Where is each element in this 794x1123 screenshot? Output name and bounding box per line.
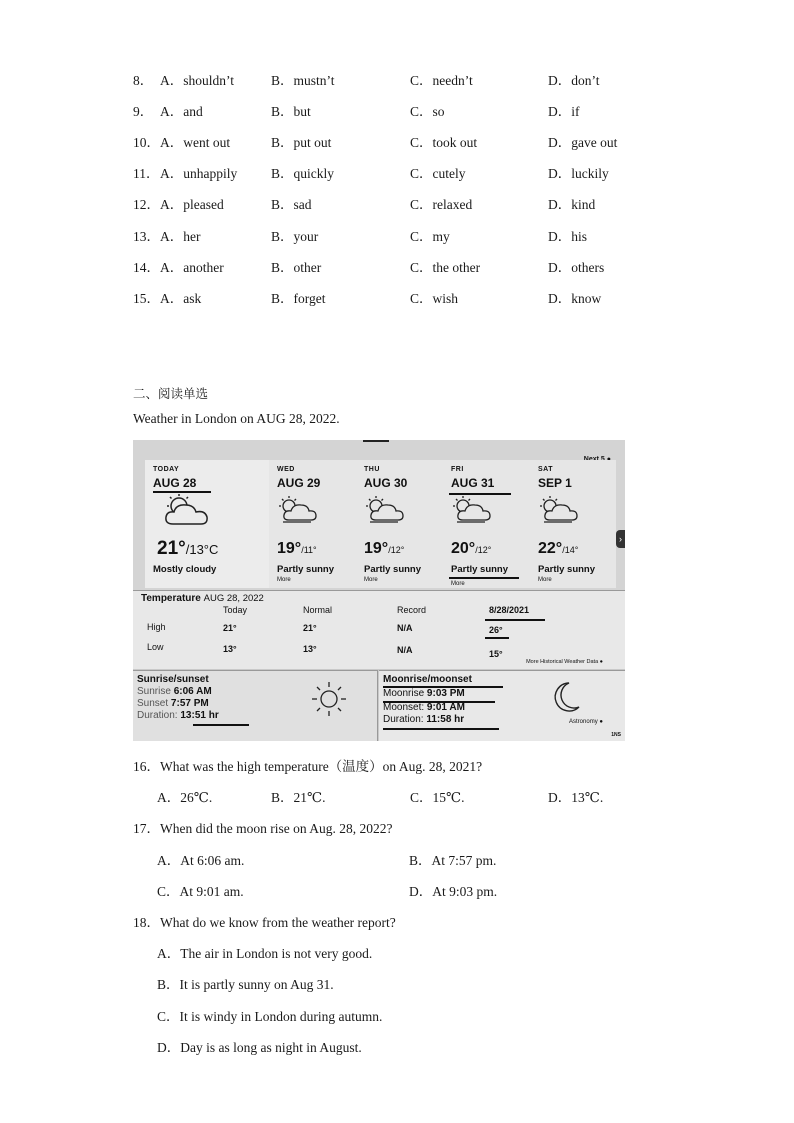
sun-duration-label: Duration: bbox=[137, 710, 178, 721]
day-name: TODAY bbox=[153, 466, 180, 473]
moon-duration-label: Duration: bbox=[383, 714, 424, 725]
more-history-label: More Historical Weather Data bbox=[526, 659, 599, 665]
option-c: C．wish bbox=[410, 291, 459, 306]
question-number: 14． bbox=[133, 260, 160, 275]
day-name: FRI bbox=[451, 466, 464, 473]
option-a: A．her bbox=[160, 229, 201, 244]
q16-option-b: B．21℃. bbox=[271, 790, 326, 805]
col-record: Record bbox=[397, 605, 427, 615]
option-c: C．the other bbox=[410, 260, 481, 275]
option-d: D．luckily bbox=[548, 166, 609, 181]
day-temperature bbox=[538, 540, 578, 558]
temp-title-label: Temperature bbox=[141, 593, 201, 604]
sun-title: Sunrise/sunset bbox=[137, 674, 209, 685]
option-a: A．went out bbox=[160, 135, 231, 150]
day-date: AUG 31 bbox=[451, 476, 495, 490]
partly-sunny-icon bbox=[275, 494, 321, 527]
option-a: A．and bbox=[160, 104, 203, 119]
day-date: AUG 28 bbox=[153, 476, 197, 490]
option-row-14 bbox=[0, 256, 794, 274]
option-a: A．another bbox=[160, 260, 224, 275]
col-today: Today bbox=[223, 605, 248, 615]
q17-option-b: B．At 7:57 pm. bbox=[409, 853, 497, 868]
question-16: 16．What was the high temperature（温度）on Aug. 28, 2021? bbox=[133, 759, 483, 774]
day-date: SEP 1 bbox=[538, 476, 572, 490]
sun-duration-line bbox=[137, 710, 219, 721]
day-high: 22° bbox=[538, 540, 563, 557]
temperature-title bbox=[141, 593, 264, 604]
col-last-year: 8/28/2021 bbox=[489, 605, 530, 615]
option-row-13 bbox=[0, 225, 794, 243]
day-low: /13°C bbox=[185, 542, 219, 557]
info-icon: ● bbox=[599, 719, 603, 725]
more-link[interactable]: More bbox=[364, 577, 378, 583]
sunset-label: Sunset bbox=[137, 698, 169, 709]
question-number: 15． bbox=[133, 291, 160, 306]
day-name: SAT bbox=[538, 466, 553, 473]
q18-option-c: C．It is windy in London during autumn. bbox=[157, 1009, 383, 1024]
option-a: A．ask bbox=[160, 291, 202, 306]
corner-mark: 1NS bbox=[611, 732, 621, 738]
option-d: D．gave out bbox=[548, 135, 618, 150]
more-history-link[interactable] bbox=[526, 659, 603, 665]
partly-sunny-icon bbox=[362, 494, 408, 527]
day-low: /12° bbox=[388, 545, 405, 555]
moonset-line bbox=[383, 702, 465, 713]
option-d: D．others bbox=[548, 260, 605, 275]
high-last-year: 26° bbox=[489, 625, 503, 635]
option-d: D．know bbox=[548, 291, 602, 306]
day-temperature bbox=[451, 540, 491, 558]
sun-duration-value: 13:51 hr bbox=[180, 710, 219, 721]
q16-option-c: C．15℃. bbox=[410, 790, 465, 805]
moonrise-panel bbox=[379, 670, 625, 741]
chevron-right-icon[interactable]: › bbox=[616, 530, 625, 548]
sunrise-value: 6:06 AM bbox=[173, 686, 212, 697]
q16-option-d: D．13℃. bbox=[548, 790, 604, 805]
option-b: B．put out bbox=[271, 135, 332, 150]
more-link[interactable]: More bbox=[277, 577, 291, 583]
moonrise-label: Moonrise bbox=[383, 688, 425, 699]
temp-title-date: AUG 28, 2022 bbox=[203, 593, 264, 604]
pen-underline bbox=[485, 619, 545, 621]
moonrise-line bbox=[383, 688, 465, 699]
row-high-label: High bbox=[147, 622, 166, 632]
day-high: 19° bbox=[364, 540, 389, 557]
option-d: D．don’t bbox=[548, 73, 600, 88]
day-condition: Partly sunny bbox=[364, 564, 422, 575]
option-a: A．shouldn’t bbox=[160, 73, 235, 88]
sunrise-line bbox=[137, 686, 212, 697]
question-number: 8． bbox=[133, 73, 154, 88]
option-row-12 bbox=[0, 193, 794, 211]
day-condition: Partly sunny bbox=[277, 564, 335, 575]
pen-underline bbox=[485, 637, 509, 639]
option-a: A．unhappily bbox=[160, 166, 238, 181]
question-number: 13． bbox=[133, 229, 160, 244]
crescent-moon-icon bbox=[551, 681, 581, 716]
moon-duration-value: 11:58 hr bbox=[426, 714, 465, 725]
scan-mark bbox=[363, 440, 389, 442]
day-temperature bbox=[157, 538, 218, 560]
q16-option-a: A．26℃. bbox=[157, 790, 213, 805]
question-17: 17．When did the moon rise on Aug. 28, 2022? bbox=[133, 821, 393, 836]
day-low: /12° bbox=[475, 545, 492, 555]
moon-duration-line bbox=[383, 714, 464, 725]
day-card-fri[interactable] bbox=[443, 460, 531, 588]
question-18: 18．What do we know from the weather report? bbox=[133, 915, 396, 930]
col-normal: Normal bbox=[303, 605, 333, 615]
day-date: AUG 30 bbox=[364, 476, 408, 490]
question-number: 10． bbox=[133, 135, 160, 150]
option-d: D．kind bbox=[548, 197, 596, 212]
option-c: C．my bbox=[410, 229, 450, 244]
q18-option-a: A．The air in London is not very good. bbox=[157, 946, 373, 961]
pen-underline bbox=[193, 724, 249, 726]
row-low-label: Low bbox=[147, 642, 164, 652]
option-row-10 bbox=[0, 131, 794, 149]
day-high: 19° bbox=[277, 540, 302, 557]
day-temperature bbox=[277, 540, 317, 558]
day-condition: Mostly cloudy bbox=[153, 564, 217, 575]
day-low: /11° bbox=[301, 545, 317, 555]
sunrise-panel bbox=[133, 670, 378, 741]
more-link[interactable]: More bbox=[451, 581, 465, 587]
question-number: 11． bbox=[133, 166, 160, 181]
q17-option-a: A．At 6:06 am. bbox=[157, 853, 245, 868]
q18-option-b: B．It is partly sunny on Aug 31. bbox=[157, 977, 334, 992]
option-b: B．mustn’t bbox=[271, 73, 335, 88]
q18-option-d: D．Day is as long as night in August. bbox=[157, 1040, 362, 1055]
option-row-15 bbox=[0, 287, 794, 305]
more-link[interactable]: More bbox=[538, 577, 552, 583]
option-c: C．took out bbox=[410, 135, 478, 150]
sunset-line bbox=[137, 698, 209, 709]
option-d: D．his bbox=[548, 229, 588, 244]
low-normal: 13° bbox=[303, 644, 317, 654]
day-low: /14° bbox=[562, 545, 579, 555]
option-b: B．sad bbox=[271, 197, 312, 212]
pen-underline bbox=[153, 491, 211, 493]
day-name: THU bbox=[364, 466, 380, 473]
high-record: N/A bbox=[397, 623, 413, 633]
day-card-sat[interactable] bbox=[530, 460, 616, 588]
moon-title: Moonrise/moonset bbox=[383, 674, 472, 685]
forecast-strip bbox=[133, 440, 625, 590]
day-high: 20° bbox=[451, 540, 476, 557]
option-a: A．pleased bbox=[160, 197, 224, 212]
astronomy-label: Astronomy bbox=[569, 719, 598, 725]
high-normal: 21° bbox=[303, 623, 317, 633]
option-c: C．needn’t bbox=[410, 73, 473, 88]
moonrise-value: 9:03 PM bbox=[426, 688, 465, 699]
question-number: 12． bbox=[133, 197, 160, 212]
option-b: B．quickly bbox=[271, 166, 334, 181]
option-row-9 bbox=[0, 100, 794, 118]
partly-sunny-icon bbox=[536, 494, 582, 527]
day-card-today[interactable] bbox=[145, 460, 270, 588]
moonset-value: 9:01 AM bbox=[426, 702, 465, 713]
high-today: 21° bbox=[223, 623, 237, 633]
sunset-value: 7:57 PM bbox=[170, 698, 209, 709]
option-row-8 bbox=[0, 69, 794, 87]
day-card-wed[interactable] bbox=[269, 460, 357, 588]
day-temperature bbox=[364, 540, 404, 558]
option-b: B．other bbox=[271, 260, 322, 275]
question-number: 9． bbox=[133, 104, 154, 119]
partly-sunny-icon bbox=[449, 494, 495, 527]
low-today: 13° bbox=[223, 644, 237, 654]
moonset-label: Moonset: bbox=[383, 702, 425, 713]
section-title: 二、阅读单选 bbox=[133, 386, 209, 401]
low-record: N/A bbox=[397, 645, 413, 655]
option-row-11 bbox=[0, 162, 794, 180]
q17-option-d: D．At 9:03 pm. bbox=[409, 884, 498, 899]
option-c: C．cutely bbox=[410, 166, 466, 181]
option-d: D．if bbox=[548, 104, 580, 119]
info-icon: ● bbox=[599, 659, 603, 665]
sun-icon bbox=[309, 679, 349, 722]
day-condition: Partly sunny bbox=[451, 564, 509, 575]
mostly-cloudy-icon bbox=[161, 494, 219, 531]
astronomy-link[interactable] bbox=[569, 719, 603, 725]
option-c: C．relaxed bbox=[410, 197, 473, 212]
q17-option-c: C．At 9:01 am. bbox=[157, 884, 244, 899]
passage-intro: Weather in London on AUG 28, 2022. bbox=[133, 411, 340, 426]
day-card-thu[interactable] bbox=[356, 460, 444, 588]
option-b: B．your bbox=[271, 229, 319, 244]
option-b: B．but bbox=[271, 104, 311, 119]
temperature-panel bbox=[133, 590, 625, 669]
day-name: WED bbox=[277, 466, 295, 473]
day-high: 21° bbox=[157, 538, 186, 559]
pen-underline bbox=[383, 728, 499, 730]
pen-underline bbox=[449, 577, 519, 579]
option-b: B．forget bbox=[271, 291, 326, 306]
weather-widget bbox=[133, 440, 625, 741]
option-c: C．so bbox=[410, 104, 445, 119]
day-condition: Partly sunny bbox=[538, 564, 596, 575]
low-last-year: 15° bbox=[489, 649, 503, 659]
day-date: AUG 29 bbox=[277, 476, 321, 490]
sunrise-label: Sunrise bbox=[137, 686, 171, 697]
